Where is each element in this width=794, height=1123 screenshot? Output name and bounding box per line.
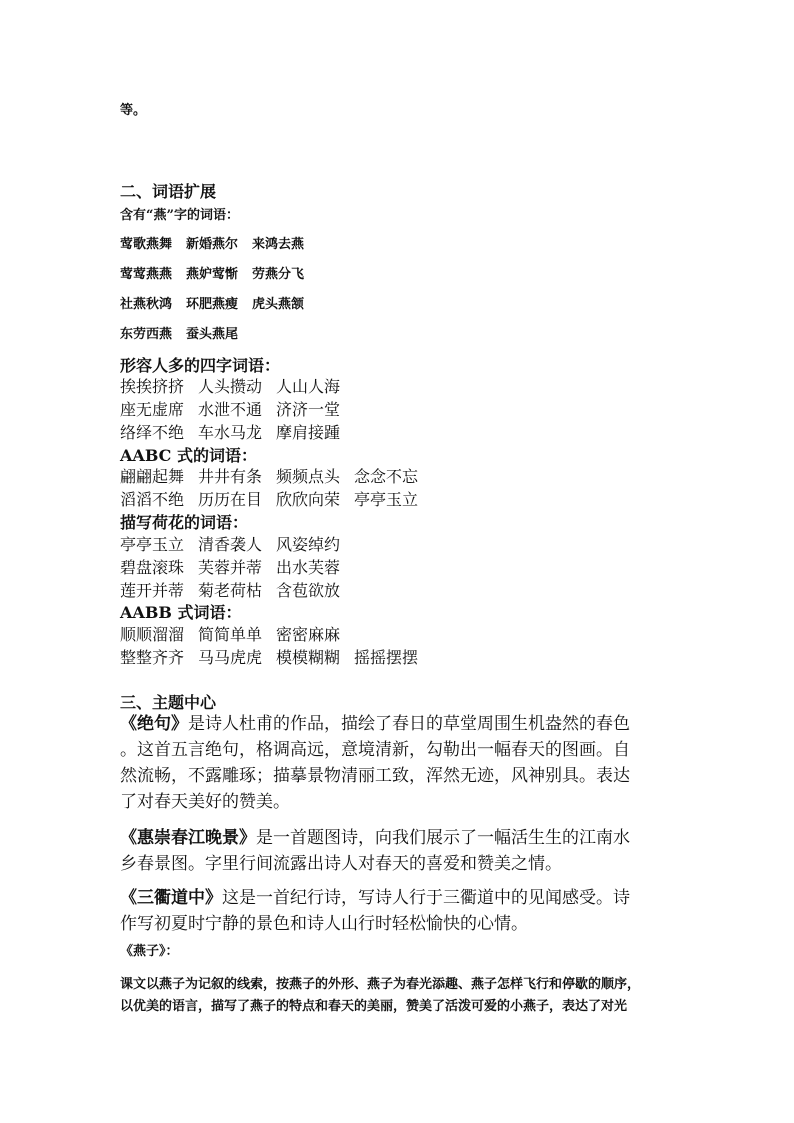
word: 水泄不通 <box>198 400 263 419</box>
word: 马马虎虎 <box>198 648 263 667</box>
word: 座无虚席 <box>120 400 185 419</box>
crowd-row-2 <box>120 402 354 418</box>
word: 莺莺燕燕 <box>120 267 173 282</box>
lotus-row-1 <box>120 537 354 553</box>
jueju-line-4: 了对春天美好的赞美。 <box>120 792 290 812</box>
aabc-row-2 <box>120 492 432 508</box>
crowd-row-3 <box>120 425 354 441</box>
word: 来鸿去燕 <box>252 237 305 252</box>
yanzi-line-2: 以优美的语言，描写了燕子的特点和春天的美丽，赞美了活泼可爱的小燕子，表达了对光 <box>120 999 628 1014</box>
word: 菊老荷枯 <box>198 581 263 600</box>
word: 风姿绰约 <box>276 535 341 554</box>
word: 济济一堂 <box>276 400 341 419</box>
word: 念念不忘 <box>354 467 419 486</box>
word: 车水马龙 <box>198 423 263 442</box>
huichong-text: 是一首题图诗，向我们展示了一幅活生生的江南水 <box>256 828 630 848</box>
word: 摇摇摆摆 <box>354 648 419 667</box>
word: 蚕头燕尾 <box>186 327 239 342</box>
section3-heading: 三、主题中心 <box>120 693 217 712</box>
word: 虎头燕颔 <box>252 297 305 312</box>
yan-row-1 <box>120 238 318 251</box>
lotus-words-title: 描写荷花的词语： <box>120 513 249 532</box>
word: 翩翩起舞 <box>120 467 185 486</box>
yan-row-3 <box>120 298 318 311</box>
yan-row-2 <box>120 268 318 281</box>
sanqu-text: 这是一首纪行诗，写诗人行于三衢道中的见闻感受。诗 <box>222 888 630 908</box>
word: 出水芙蓉 <box>276 558 341 577</box>
word: 挨挨挤挤 <box>120 377 185 396</box>
yanzi-line-1: 课文以燕子为记叙的线索，按燕子的外形、燕子为春光添趣、燕子怎样飞行和停歇的顺序， <box>120 977 641 992</box>
crowd-row-1 <box>120 379 354 395</box>
word: 清香袭人 <box>198 535 263 554</box>
lotus-row-2 <box>120 560 354 576</box>
word: 欣欣向荣 <box>276 490 341 509</box>
jueju-line-1 <box>120 716 630 733</box>
word: 人头攒动 <box>198 377 263 396</box>
top-fragment: 等。 <box>120 103 147 118</box>
word: 社燕秋鸿 <box>120 297 173 312</box>
sanqu-line-1 <box>120 890 630 907</box>
word: 模模糊糊 <box>276 648 341 667</box>
word: 莲开并蒂 <box>120 581 185 600</box>
word: 简简单单 <box>198 625 263 644</box>
word: 劳燕分飞 <box>252 267 305 282</box>
word: 顺顺溜溜 <box>120 625 185 644</box>
jueju-title: 《绝句》 <box>120 714 188 734</box>
yan-words-title: 含有“燕”字的词语： <box>120 208 239 223</box>
crowd-words-title: 形容人多的四字词语： <box>120 356 281 375</box>
lotus-row-3 <box>120 583 354 599</box>
word: 燕妒莺惭 <box>186 267 239 282</box>
word: 环肥燕瘦 <box>186 297 239 312</box>
yan-row-4 <box>120 328 252 341</box>
word: 历历在目 <box>198 490 263 509</box>
sanqu-line-2: 作写初夏时宁静的景色和诗人山行时轻松愉快的心情。 <box>120 914 528 934</box>
section2-heading: 二、词语扩展 <box>120 182 217 201</box>
aabb-row-2 <box>120 650 432 666</box>
word: 亭亭玉立 <box>120 535 185 554</box>
word: 新婚燕尔 <box>186 237 239 252</box>
word: 摩肩接踵 <box>276 423 341 442</box>
jueju-line-2: 。这首五言绝句，格调高远，意境清新，勾勒出一幅春天的图画。自 <box>120 740 630 760</box>
aabb-row-1 <box>120 627 354 643</box>
aabb-words-title: AABB 式词语： <box>120 603 242 622</box>
word: 含苞欲放 <box>276 581 341 600</box>
word: 频频点头 <box>276 467 341 486</box>
aabc-row-1 <box>120 469 432 485</box>
sanqu-title: 《三衢道中》 <box>120 888 222 908</box>
word: 莺歌燕舞 <box>120 237 173 252</box>
yanzi-title: 《燕子》： <box>120 944 179 959</box>
word: 滔滔不绝 <box>120 490 185 509</box>
word: 密密麻麻 <box>276 625 341 644</box>
word: 整整齐齐 <box>120 648 185 667</box>
word: 络绎不绝 <box>120 423 185 442</box>
word: 人山人海 <box>276 377 341 396</box>
huichong-title: 《惠崇春江晚景》 <box>120 828 256 848</box>
jueju-text: 是诗人杜甫的作品，描绘了春日的草堂周围生机盎然的春色 <box>188 714 630 734</box>
aabc-words-title: AABC 式的词语： <box>120 446 257 465</box>
word: 井井有条 <box>198 467 263 486</box>
word: 东劳西燕 <box>120 327 173 342</box>
jueju-line-3: 然流畅，不露雕琢；描摹景物清丽工致，浑然无迹，风神别具。表达 <box>120 766 630 786</box>
word: 亭亭玉立 <box>354 490 419 509</box>
huichong-line-1 <box>120 830 630 847</box>
word: 碧盘滚珠 <box>120 558 185 577</box>
word: 芙蓉并蒂 <box>198 558 263 577</box>
huichong-line-2: 乡春景图。字里行间流露出诗人对春天的喜爱和赞美之情。 <box>120 854 562 874</box>
